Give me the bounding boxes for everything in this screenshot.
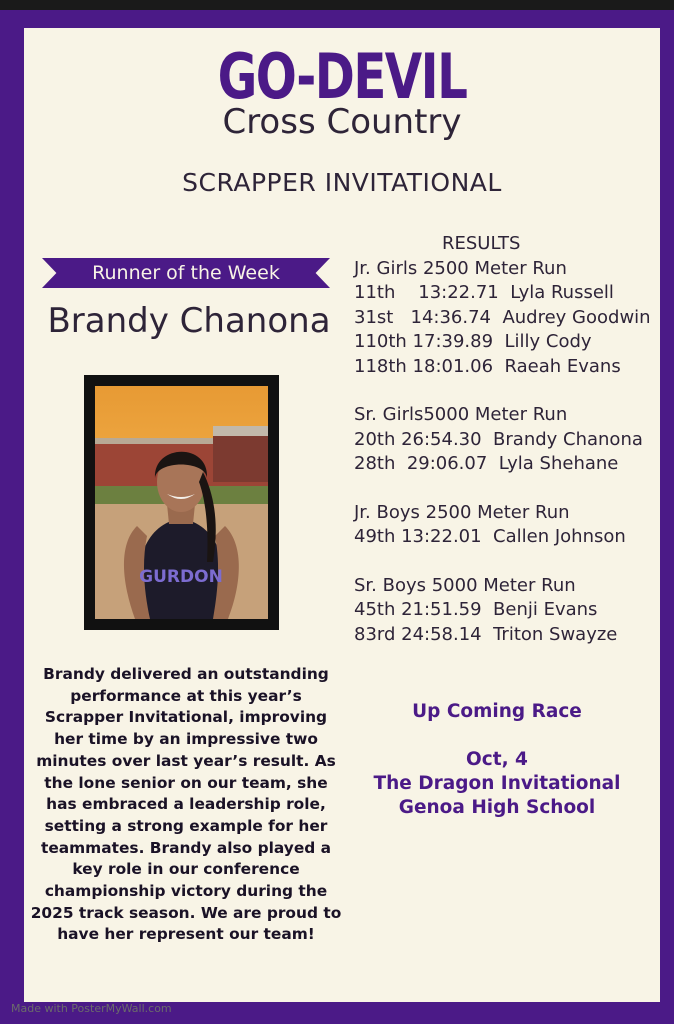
event-title: SCRAPPER INVITATIONAL (182, 168, 502, 197)
athlete-photo-frame (84, 375, 279, 630)
results-section (354, 232, 654, 647)
spacer (354, 379, 654, 403)
result-entry: 20th 26:54.30 Brandy Chanona (354, 428, 643, 450)
result-entry: 83rd 24:58.14 Triton Swayze (354, 623, 618, 645)
event-title: Sr. Girls5000 Meter Run (354, 404, 568, 425)
sport-subtitle: Cross Country (222, 102, 462, 142)
result-entry: 45th 21:51.59 Benji Evans (354, 599, 598, 620)
event-title: Jr. Boys 2500 Meter Run (354, 501, 570, 523)
brand-title: GO-DEVIL (217, 40, 467, 113)
poster-border (0, 10, 674, 1024)
result-entry: 31st 14:36.74 Audrey Goodwin (354, 306, 651, 328)
result-entry: 11th 13:22.71 Lyla Russell (354, 282, 614, 303)
watermark: Made with PosterMyWall.com (11, 1002, 172, 1015)
upcoming-race (354, 700, 640, 820)
runner-of-week-label: Runner of the Week (92, 262, 280, 284)
athlete-photo (95, 386, 268, 619)
results-heading: RESULTS (442, 233, 521, 254)
event-title: Jr. Girls 2500 Meter Run (354, 257, 567, 279)
jersey-text: GURDON (139, 567, 223, 587)
result-entry: 28th 29:06.07 Lyla Shehane (354, 453, 619, 474)
result-entry: 110th 17:39.89 Lilly Cody (354, 331, 592, 352)
event-title: Sr. Boys 5000 Meter Run (354, 574, 576, 596)
poster-panel (11, 28, 660, 1015)
result-entry: 49th 13:22.01 Callen Johnson (354, 526, 626, 547)
upcoming-race-name: The Dragon Invitational (373, 773, 621, 794)
upcoming-location: Genoa High School (398, 797, 596, 818)
upcoming-date: Oct, 4 (466, 749, 528, 770)
athlete-bio: Brandy delivered an outstanding performance at this year’s Scrapper Invitational, improving her time by an impressive two minutes over last year’s result. As the lone senior on our team, she has embraced a leadership role, setting a strong example for her teammates. Brandy also played a key role in our conference championship victory during the 2025 track season. We are proud to have her represent our team! (30, 665, 342, 944)
upcoming-title: Up Coming Race (412, 701, 582, 722)
athlete-name: Brandy Chanona (47, 301, 331, 341)
spacer (354, 550, 654, 574)
spacer (354, 724, 640, 748)
result-entry: 118th 18:01.06 Raeah Evans (354, 355, 621, 377)
spacer (354, 477, 654, 501)
